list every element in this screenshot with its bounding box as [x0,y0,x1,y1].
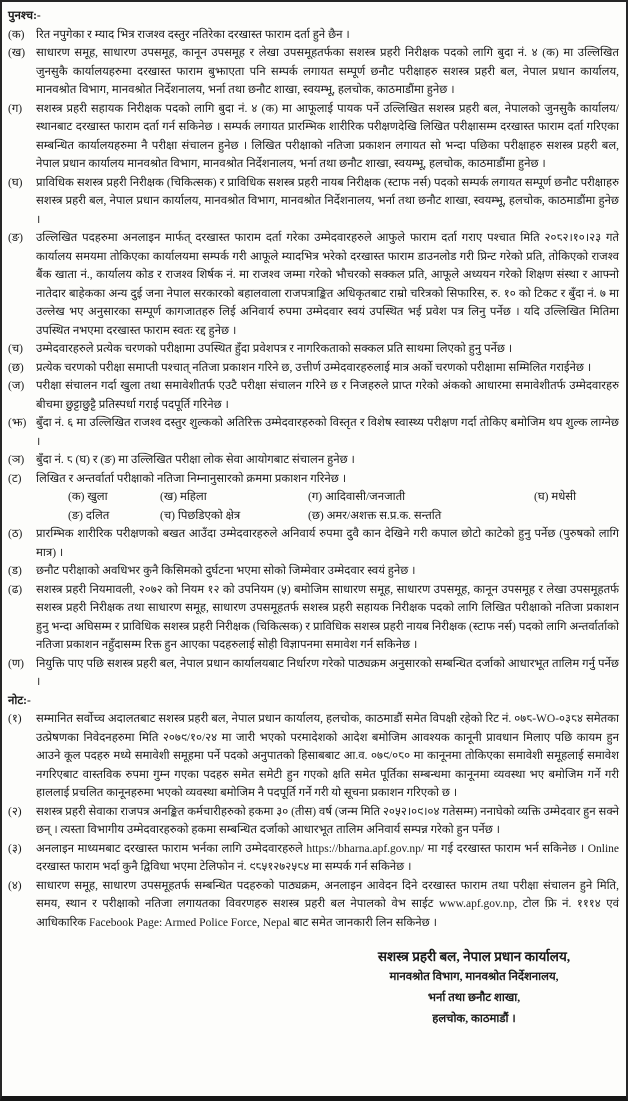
postscript-item-jha [8,414,619,451]
item-label: (ढ) [8,583,23,596]
item-text: अनलाइन माध्यमबाट दरखास्त फाराम भर्नका लागि उम्मेदवारहरुले https://bharna.apf.gov.np/ मा गई दरखास्त फाराम भर्न सकिनेछ । Online दरखास्त फाराम भर्दा कुनै द्विविधा भएमा टेलिफोन नं. ९८५१२७२५८४ मा सम्पर्क गर्न सकिनेछ । [36,842,619,873]
item-text: साधारण समूह, साधारण उपसमूहतर्फ सम्बन्धित पदहरुको पाठ्यक्रम, अनलाइन आवेदन दिने दरखास्त फाराम तथा परीक्षा संचालन हुने मिति, समय, स्थान र परीक्षाको नतिजा लगायतका विवरणहरु सशस्त्र प्रहरी बल नेपालको वेभ साईट www.apf.gov.np, टोल फ्रि नं. १११४ एवं आधिकारिक Facebook Page: Armed Police Force, Nepal बाट समेत जानकारी लिन सकिनेछ । [36,879,619,929]
note-item-2 [8,803,619,840]
result-cell [308,507,619,526]
result-cell-text: खुला [87,491,108,503]
result-order-row-1 [8,488,619,507]
postscript-item-chha [8,359,619,378]
item-text: प्रारम्भिक शारीरिक परीक्षणको बखत आउँदा उम्मेदवारहरुले अनिवार्य रुपमा दुवै कान देखिने गरी कपाल छोटो काटेको हुनु पर्नेछ (पुरुषको लागि मात्र) । [36,528,619,559]
result-cell [534,488,619,507]
result-cell [68,488,160,507]
item-text: सशस्त्र प्रहरी सेवाका राजपत्र अनङ्कित कर्मचारीहरुको हकमा ३० (तीस) वर्ष (जन्म मिति २०५२।०९।०४ गतेसम्म) ननाघेको व्यक्ति उम्मेदवार हुन सक्ने छन् । त्यस्ता विभागीय उम्मेदवारहरुको हकमा सम्बन्धित दर्जाको आधारभूत तालिम अनिवार्य सम्पन्न गरेको हुन पर्नेछ । [36,805,619,836]
result-cell-label: (घ) [534,491,549,503]
item-label: (ट) [8,472,22,485]
item-label: (२) [8,805,22,818]
note-item-1 [8,710,619,803]
item-label: (३) [8,842,22,855]
item-label: (ञ) [8,454,25,466]
result-cell-text: मधेसी [551,491,577,503]
result-cell [160,507,308,526]
postscript-heading: पुनश्च:- [8,10,41,22]
signature-branch: भर्ना तथा छनौट शाखा, [427,992,521,1004]
result-cell [68,507,160,526]
result-cell [308,488,534,507]
postscript-item-na [8,655,619,692]
item-label: (ज) [8,380,25,392]
item-text: लिखित र अन्तर्वार्ता परीक्षाको नतिजा निम्नानुसारको क्रममा प्रकाशन गरिनेछ । [36,472,347,485]
postscript-item-da [8,562,619,581]
item-label: (छ) [8,361,24,374]
result-cell-label: (च) [160,509,175,522]
note-heading: नोट:- [8,694,31,707]
postscript-item-kha [8,44,619,100]
result-cell-text: आदिवासी/जनजाती [325,491,406,503]
item-text: प्रत्येक चरणको परीक्षा समाप्ती पश्चात् नतिजा प्रकाशन गरिने छ, उत्तीर्ण उम्मेदवारहरुलाई मात्र अर्को चरणको परीक्षामा सम्मिलित गराईनेछ । [36,361,592,374]
result-cell-label: (क) [68,491,85,503]
postscript-item-dha [8,581,619,655]
postscript-item-cha [8,340,619,359]
item-label: (घ) [8,176,23,189]
signature-org: सशस्त्र प्रहरी बल, नेपाल प्रधान कार्यालय, [377,949,571,964]
result-cell-label: (ख) [160,491,178,503]
result-cell-text: पिछडिएको क्षेत्र [177,509,241,522]
item-label: (ण) [8,657,24,670]
item-label: (ग) [8,102,23,115]
item-text: परीक्षा संचालन गर्दा खुला तथा समावेशीतर्फ एउटै परीक्षा संचालन गरिने छ र निजहरुले प्राप्त गरेको अंकको आधारमा समावेशीतर्फ उम्मेदवारहरु बीचमा छुट्टाछुट्टै प्रतिस्पर्धा गराई पदपूर्ति गरिनेछ । [36,380,619,411]
item-text: छनौट परीक्षाको अवधिभर कुनै किसिमको दुर्घटना भएमा सोको जिम्मेवार उम्मेदवार स्वयं हुनेछ । [36,565,416,577]
item-text: नियुक्ति पाए पछि सशस्त्र प्रहरी बल, नेपाल प्रधान कार्यालयबाट निर्धारण गरेको पाठ्यक्रम अनुसारको सम्बन्धित दर्जाको आधारभूत तालिम गर्नु पर्नेछ । [36,657,619,688]
result-order-row-2 [8,507,619,526]
result-cell-label: (ङ) [68,509,83,522]
signature-location: हलचोक, काठमाडौं । [432,1013,516,1025]
note-item-4 [8,877,619,933]
postscript-item-nya [8,451,619,470]
item-text: उम्मेदवारहरुले प्रत्येक चरणको परीक्षामा उपस्थित हुँदा प्रवेशपत्र र नागरिकताको सक्कल प्रति साथमा लिएको हुनु पर्नेछ । [36,343,513,355]
item-text: बुँदा नं. ८ (घ) र (ङ) मा उल्लिखित परीक्षा लोक सेवा आयोगबाट संचालन हुनेछ । [36,454,355,466]
item-text: प्राविधिक सशस्त्र प्रहरी निरीक्षक (चिकित्सक) र प्राविधिक सशस्त्र प्रहरी नायब निरीक्षक (स्टाफ नर्स) पदको सम्पर्क लगायत सम्पूर्ण छनौट परीक्षाहरु सशस्त्र प्रहरी बल, नेपाल प्रधान कार्यालय, मानवश्रोत विभाग, मानवश्रोत निर्देशनालय, भर्ना तथा छनौट शाखा, स्वयम्भू, हलचोक, काठमाडौंमा हुनेछ । [36,176,619,226]
result-cell-text: महिला [179,491,207,503]
item-label: (ङ) [8,232,23,244]
item-text: रित नपुगेका र म्याद भित्र राजश्व दस्तुर नतिरेका दरखास्त फाराम दर्ता हुने छैन । [36,28,350,41]
signature-block [331,946,617,1030]
item-label: (च) [8,343,23,355]
postscript-item-gha [8,174,619,230]
note-item-3 [8,840,619,877]
postscript-item-nga [8,229,619,340]
signature-department: मानवश्रोत विभाग, मानवश्रोत निर्देशनालय, [389,971,559,983]
item-label: (४) [8,879,22,892]
item-label: (ख) [8,47,26,59]
item-label: (झ) [8,417,27,429]
postscript-item-ga [8,100,619,174]
postscript-item-ja [8,377,619,414]
item-text: साधारण समूह, साधारण उपसमूह, कानून उपसमूह र लेखा उपसमूहतर्फका सशस्त्र प्रहरी निरीक्षक पदको लागि बुदा नं. ४ (क) मा उल्लिखित जुनसुकै कार्यालयहरुमा दरखास्त फाराम बुझाएता पनि सम्पर्क लगायत सम्पूर्ण छनौट परीक्षाहरु सशस्त्र प्रहरी बल, नेपाल प्रधान कार्यालय, मानवश्रोत विभाग, मानवश्रोत निर्देशनालय, भर्ना तथा छनौट शाखा, स्वयम्भू, हलचोक, काठमाडौंमा हुनेछ । [36,47,619,96]
postscript-item-tha [8,525,619,562]
result-cell-label: (ग) [308,491,323,503]
item-label: (ड) [8,565,22,577]
result-cell-text: दलित [85,509,110,522]
item-label: (क) [8,28,25,41]
item-label: (ठ) [8,528,23,540]
postscript-item-ta [8,470,619,489]
item-text: सम्मानित सर्वोच्च अदालतबाट सशस्त्र प्रहरी बल, नेपाल प्रधान कार्यालय, हलचोक, काठमाडौं समेत विपक्षी रहेको रिट नं. ०७८-WO-०३८४ समेतका उत्प्रेषणका निवेदनहरुमा मिति २०७९/१०/२४ मा जारी भएको परमादेशको आदेश बमोजिम आवश्यक कानूनी प्रावधान मिलाए पछि कायम हुन आउने कूल पदहरु मध्ये समावेशी समूहमा पर्ने पदको अनुपातको हिसाबबाट आ.व. ०७९/०८० मा कानूनमा तोकिएका समावेशी समूहलाई समावेश नगरिएबाट वास्तविक रुपमा गुम्न गएका पदहरु समेत समेटी हुन गएको क्षति समेत पूर्तिका सम्बन्धमा कानूनमा व्यवस्था भए बमोजिम गर्ने गरी हाललाई प्रचलित कानूनहरुमा भएको व्यवस्था बमोजिम नै पदपूर्ति गर्ने गरी यो सूचना प्रकाशन गरिएको छ । [36,713,619,799]
result-cell-text: अमर/अशक्त स.प्र.क. सन्तति [326,509,442,522]
item-text: सशस्त्र प्रहरी नियमावली, २०७२ को नियम १२ को उपनियम (५) बमोजिम साधारण समूह, साधारण उपसमूह, कानून उपसमूह र लेखा उपसमूहतर्फ सशस्त्र प्रहरी निरीक्षक तथा साधारण समूह, साधारण उपसमूहतर्फ सशस्त्र प्रहरी सहायक निरीक्षक पदको लागि लिखित परीक्षाको नतिजा प्रकाशन हुनु भन्दा अघिसम्म र प्राविधिक सशस्त्र प्रहरी निरीक्षक (चिकित्सक) र प्राविधिक सशस्त्र प्रहरी नायब निरीक्षक (स्टाफ नर्स) पदको लागि अन्तर्वार्ताको नतिजा प्रकाशन नहुँदासम्म रिक्त हुन आएका पदहरुलाई सोही विज्ञापनमा समावेश गर्न सकिनेछ । [36,583,619,651]
result-cell [160,488,308,507]
postscript-item-ka [8,26,619,45]
item-text: सशस्त्र प्रहरी सहायक निरीक्षक पदको लागि बुदा नं. ४ (क) मा आफूलाई पायक पर्ने उल्लिखित सशस्त्र प्रहरी बल, नेपालको जुनसुकै कार्यालय/स्थानबाट दरखास्त फाराम दर्ता गर्न सकिनेछ । सम्पर्क लगायत प्रारम्भिक शारीरिक परीक्षणदेखि लिखित परीक्षासम्म दरखास्त फाराम दर्ता गरिएका सम्बन्धित कार्यालयहरुमा नै परीक्षा संचालन हुनेछ । लिखित परीक्षाको नतिजा प्रकाशन लगायत सो भन्दा पछिका परीक्षाहरु सशस्त्र प्रहरी बल, नेपाल प्रधान कार्यालय मानवश्रोत विभाग, मानवश्रोत निर्देशनालय, भर्ना तथा छनौट शाखा, स्वयम्भू, हलचोक, काठमाडौंमा हुनेछ । [36,102,619,170]
item-label: (१) [8,713,22,725]
item-text: उल्लिखित पदहरुमा अनलाइन मार्फत् दरखास्त फाराम दर्ता गरेका उम्मेदवारहरुले आफुले फाराम दर्ता गराए पश्चात मिति २०८२।१०।२३ गते कार्यालय समयमा तोकिएका कार्यालयमा सम्पर्क गरी आफूले म्यादभित्र भरेको दरखास्त फाराम डाउनलोड गरी प्रिन्ट गरेको प्रति, तोकिएको राजश्व बैंक खाता नं., कार्यालय कोड र राजश्व शिर्षक नं. मा राजश्व जम्मा गरेको भौचरको सक्कल प्रति, आफूले अध्ययन गरेको शिक्षण संस्था र आफ्नो नातेदार बाहेकका अन्य दुई जना नेपाल सरकारको बहालवाला राजपत्राङ्कित अधिकृतबाट राम्रो चरित्रको सिफारिस, रु. १० को टिकट र बुँदा नं. ७ मा उल्लेख भए अनुसारका सम्पूर्ण कागजातहरु लिई अनिवार्य रुपमा उम्मेदवार स्वयं उपस्थित भई प्रवेश पत्र लिनु पर्नेछ । यदि उल्लिखित मितिमा उपस्थित नभएमा दरखास्त फाराम स्वतः रद्द हुनेछ । [36,232,619,337]
result-cell-label: (छ) [308,509,324,522]
item-text: बुँदा नं. ६ मा उल्लिखित राजश्व दस्तुर शुल्कको अतिरिक्त उम्मेदवारहरुको विस्तृत र विशेष स्वास्थ्य परीक्षण गर्दा तोकिए बमोजिम थप शुल्क लाग्नेछ । [36,417,619,448]
